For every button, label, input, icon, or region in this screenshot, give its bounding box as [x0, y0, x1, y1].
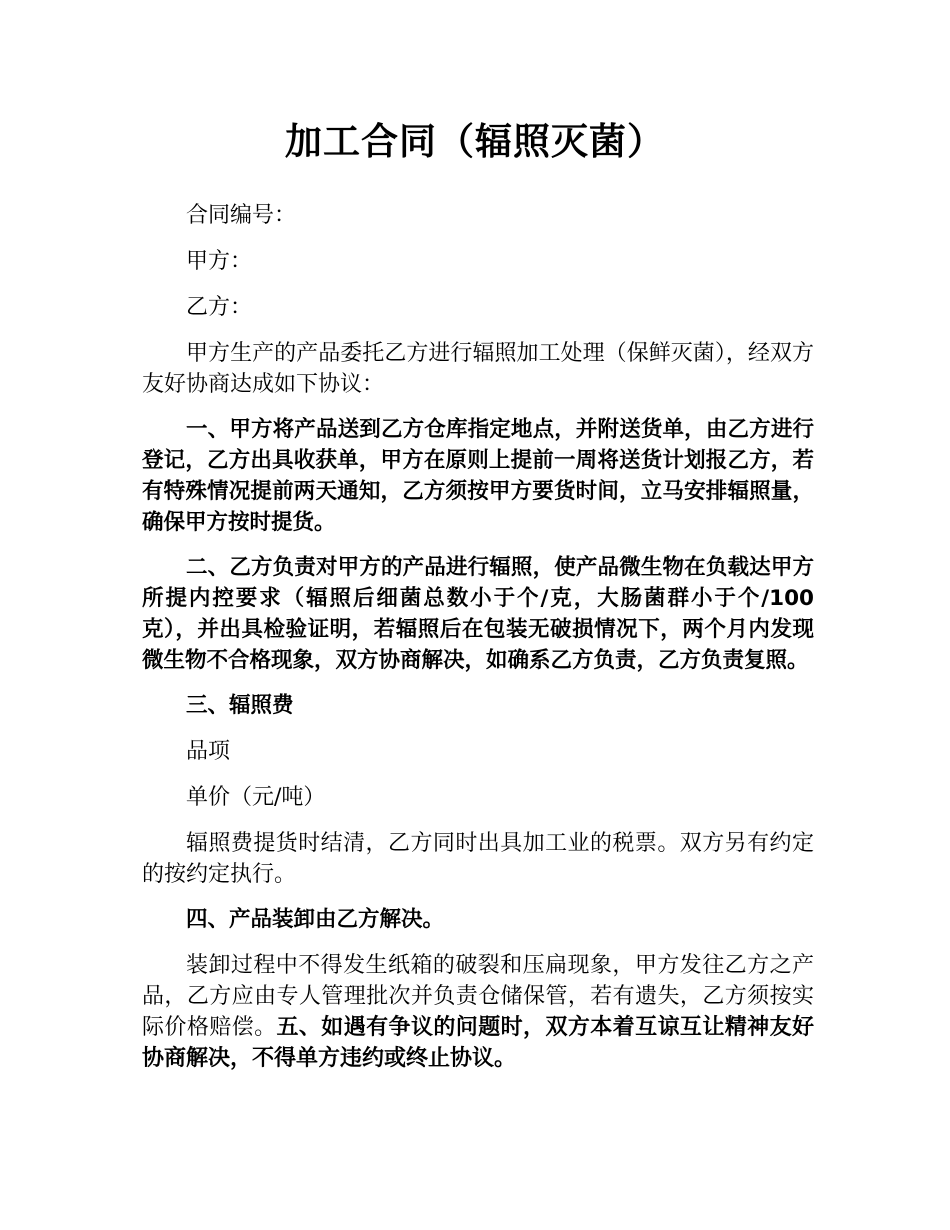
document-title: 加工合同（辐照灭菌）: [285, 120, 665, 163]
fee-note-paragraph: 辐照费提货时结清，乙方同时出具加工业的税票。双方另有约定的按约定执行。: [142, 831, 814, 887]
document-body: [142, 200, 814, 1088]
clause-1: 一、甲方将产品送到乙方仓库指定地点，并附送货单，由乙方进行登记，乙方出具收获单，甲方在原则上提前一周将送货计划报乙方，若有特殊情况提前两天通知，乙方须按甲方要货时间，立马安排辐照量，确保甲方按时提货。: [142, 417, 814, 535]
clause-4-heading: 四、产品装卸由乙方解决。: [186, 907, 445, 932]
clause-3-heading: 三、辐照费: [186, 693, 294, 718]
loading-paragraph: [142, 950, 814, 1074]
party-a-field: 甲方：: [186, 249, 253, 274]
clause-5: 五、如遇有争议的问题时，双方本着互谅互让精神友好协商解决，不得单方违约或终止协议。: [142, 1015, 814, 1071]
item-label: 品项: [186, 739, 231, 764]
unit-price-label: 单价（元/吨）: [186, 785, 326, 810]
intro-paragraph: 甲方生产的产品委托乙方进行辐照加工处理（保鲜灭菌），经双方友好协商达成如下协议：: [142, 341, 814, 397]
loading-text: 装卸过程中不得发生纸箱的破裂和压扁现象，甲方发往乙方之产品，乙方应由专人管理批次并负责仓储保管，若有遗失，乙方须按实际价格赔偿。: [142, 953, 814, 1040]
clause-2: 二、乙方负责对甲方的产品进行辐照，使产品微生物在负载达甲方所提内控要求（辐照后细菌总数小于个/克，大肠菌群小于个/100克），并出具检验证明，若辐照后在包装无破损情况下，两个月内发现微生物不合格现象，双方协商解决，如确系乙方负责，乙方负责复照。: [142, 555, 814, 673]
contract-number-field: 合同编号：: [186, 203, 297, 228]
party-b-field: 乙方：: [186, 295, 253, 320]
